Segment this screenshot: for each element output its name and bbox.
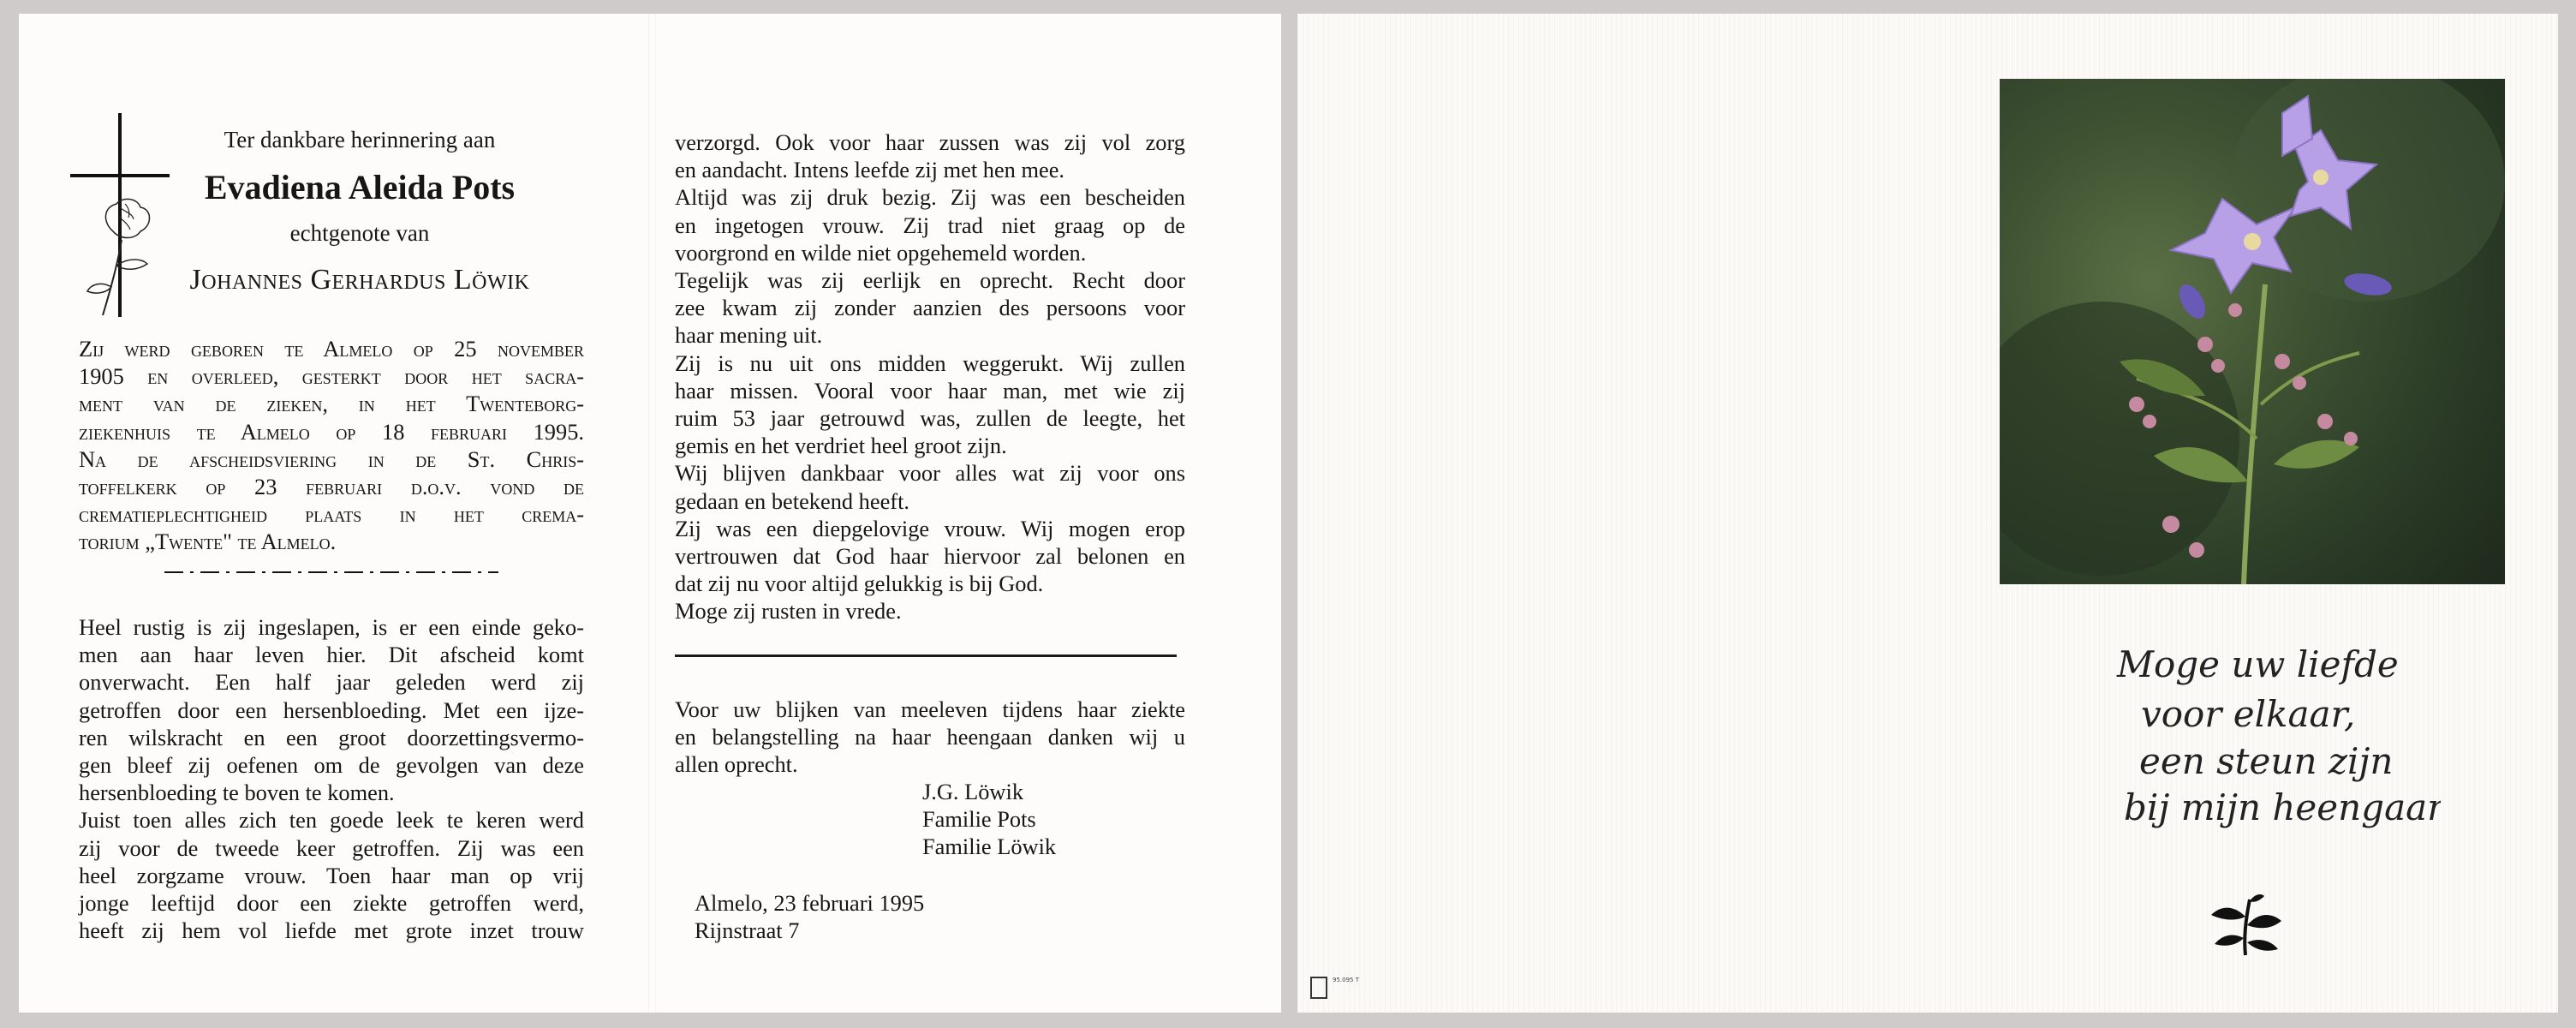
- bio-line: 1905 en overleed, gesterkt door het sacra-: [79, 363, 584, 390]
- main-text-left: [79, 613, 584, 944]
- text-line: gemis en het verdriet heel groot zijn.: [675, 433, 1007, 459]
- bellflower-image: [2000, 79, 2505, 584]
- bio-paragraph: [79, 335, 584, 556]
- text-line: Juist toen alles zich ten goede leek te keren werd: [79, 807, 584, 834]
- bio-line: ziekenhuis te Almelo op 18 februari 1995.: [79, 418, 584, 445]
- bio-line: crematieplechtigheid plaats in het crema-: [79, 501, 584, 528]
- handwriting-line: voor elkaar,: [2141, 693, 2356, 735]
- text-line: Zij was een diepgelovige vrouw. Wij mogen erop: [675, 515, 1185, 541]
- place-date-block: [695, 889, 924, 944]
- handwriting-line: een steun zijn: [2139, 740, 2394, 782]
- signature-block: [922, 778, 1056, 861]
- signature-line: Familie Löwik: [922, 834, 1057, 860]
- text-line: Wij blijven dankbaar voor alles wat zij voor ons: [675, 460, 1185, 487]
- text-line: ruim 53 jaar getrouwd was, zullen de leegte, het: [675, 405, 1185, 432]
- address: Rijnstraat 7: [695, 917, 800, 944]
- thanks-line: Voor uw blijken van meeleven tijdens haar ziekte: [675, 696, 1185, 722]
- text-line: en ingetogen vrouw. Zij trad niet graag op de: [675, 212, 1185, 238]
- main-text-right: [675, 128, 1185, 625]
- text-line: heel zorgzame vrouw. Toen haar man op vrij: [79, 862, 584, 888]
- text-line: dat zij nu voor altijd gelukkig is bij God.: [675, 571, 1044, 597]
- signature-line: J.G. Löwik: [922, 779, 1024, 804]
- bio-line: torium „Twente" te Almelo.: [79, 529, 337, 555]
- text-line: hersenbloeding te boven te komen.: [79, 780, 395, 806]
- bio-line: ment van de zieken, in het Twenteborg-: [79, 391, 584, 417]
- place-date: Almelo, 23 februari 1995: [695, 890, 925, 916]
- handwritten-text: [2115, 638, 2441, 861]
- text-line: zij voor de tweede keer getroffen. Zij was een: [79, 834, 584, 861]
- flower-photo: [2000, 79, 2505, 584]
- text-line: verzorgd. Ook voor haar zussen was zij vol zorg: [675, 129, 1185, 155]
- horizontal-rule: [675, 654, 1177, 657]
- text-line: onverwacht. Een half jaar geleden werd zij: [79, 669, 584, 696]
- text-line: Heel rustig is zij ingeslapen, is er een einde geko-: [79, 614, 584, 640]
- bio-line: toffelkerk op 23 februari d.o.v. vond de: [79, 474, 584, 500]
- text-line: vertrouwen dat God haar hiervoor zal belonen en: [675, 543, 1185, 570]
- bio-line: Na de afscheidsviering in de St. Chris-: [79, 445, 584, 472]
- publisher-logo-icon: [1310, 977, 1327, 999]
- handwriting-line: Moge uw liefde: [2117, 643, 2399, 685]
- text-line: Zij is nu uit ons midden weggerukt. Wij zullen: [675, 350, 1185, 376]
- text-line: haar missen. Vooral voor haar man, met wie zij: [675, 377, 1185, 403]
- text-line: voorgrond en wilde niet opgehemeld worden.: [675, 239, 1087, 266]
- spouse-label: echtgenote van: [289, 220, 430, 246]
- publisher-imprint: 95.095 T: [1333, 977, 1359, 983]
- text-line: Tegelijk was zij eerlijk en oprecht. Recht door: [675, 267, 1185, 294]
- dash-dot-separator: [164, 571, 498, 574]
- text-line: jonge leeftijd door een ziekte getroffen werd,: [79, 890, 584, 917]
- thanks-paragraph: [675, 696, 1185, 779]
- signature-line: Familie Pots: [922, 806, 1036, 833]
- fold-line: [648, 14, 649, 1013]
- text-line: heeft zij hem vol liefde met grote inzet trouw: [79, 917, 584, 944]
- thanks-line: allen oprecht.: [675, 751, 798, 778]
- text-line: en aandacht. Intens leefde zij met hen mee.: [675, 157, 1065, 183]
- deceased-name: Evadiena Aleida Pots: [204, 168, 516, 206]
- thanks-line: en belangstelling na haar heengaan danken wij u: [675, 724, 1185, 750]
- text-line: gedaan en betekend heeft.: [675, 487, 910, 514]
- text-line: zee kwam zij zonder aanzien des persoons voor: [675, 295, 1185, 321]
- text-line: Altijd was zij druk bezig. Zij was een bescheiden: [675, 184, 1185, 211]
- intro-text: Ter dankbare herinnering aan: [224, 127, 496, 152]
- text-line: ren wilskracht en een groot doorzettingsvermo-: [79, 724, 584, 750]
- text-line: getroffen door een hersenbloeding. Met een ijze-: [79, 696, 584, 723]
- text-line: Moge zij rusten in vrede.: [675, 598, 902, 625]
- bio-line: Zij werd geboren te Almelo op 25 november: [79, 336, 584, 362]
- text-line: men aan haar leven hier. Dit afscheid komt: [79, 642, 584, 668]
- handwriting-line: bij mijn heengaan.: [2124, 786, 2441, 828]
- text-line: haar mening uit.: [675, 322, 823, 349]
- text-line: gen bleef zij oefenen om de gevolgen van deze: [79, 752, 584, 779]
- spouse-name: Johannes Gerhardus Löwik: [189, 264, 530, 296]
- handwriting: [2115, 638, 2441, 861]
- fold-line: [655, 14, 656, 1013]
- sprig-ornament-icon: [2203, 891, 2288, 959]
